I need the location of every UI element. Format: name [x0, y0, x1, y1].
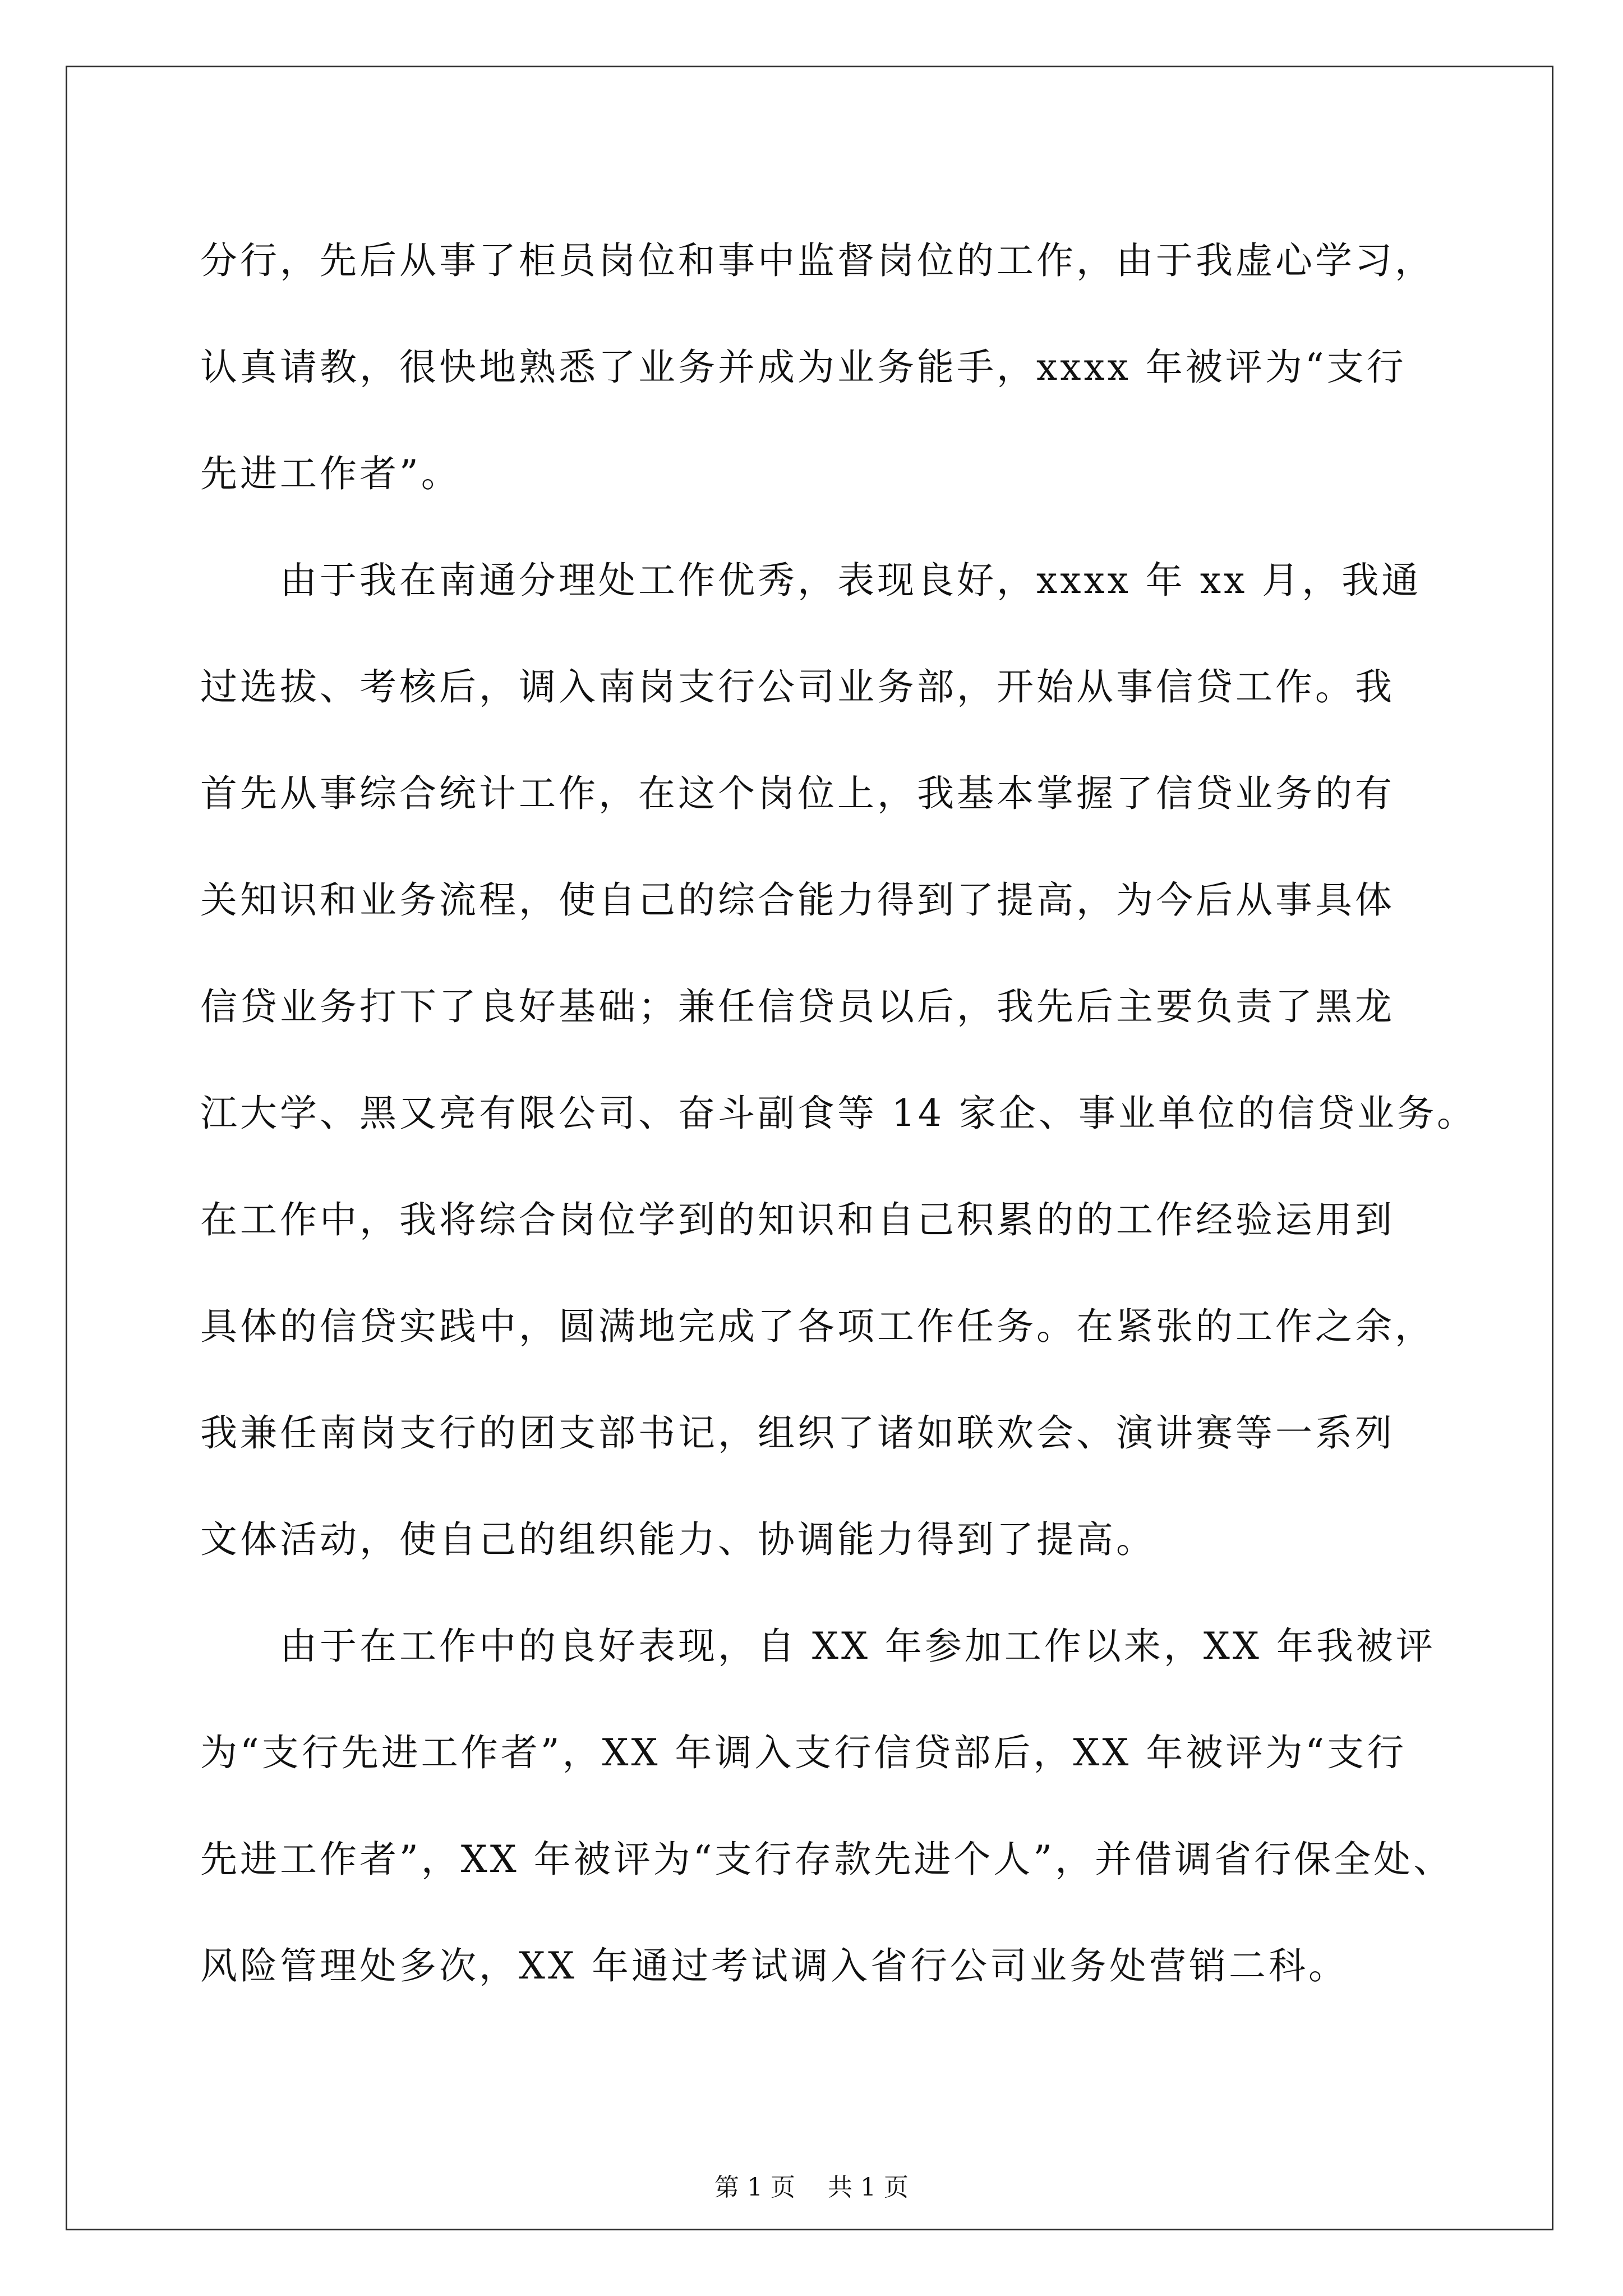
text-line: 风险管理处多次，XX 年通过考试调入省行公司业务处营销二科。 — [200, 1944, 1348, 1987]
page-footer — [0, 2171, 1623, 2205]
page-total: 共 1 页 — [828, 2173, 909, 2202]
text-line: 由于在工作中的良好表现，自 XX 年参加工作以来，XX 年我被评 — [200, 1625, 1436, 1668]
text-line: 我兼任南岗支行的团支部书记，组织了诸如联欢会、演讲赛等一系列 — [200, 1411, 1395, 1455]
page-number: 第 1 页 — [714, 2173, 795, 2202]
text-line: 分行，先后从事了柜员岗位和事中监督岗位的工作，由于我虚心学习， — [200, 239, 1435, 282]
document-body — [200, 208, 1477, 2019]
text-line: 过选拔、考核后，调入南岗支行公司业务部，开始从事信贷工作。我 — [200, 665, 1395, 708]
text-line: 在工作中，我将综合岗位学到的知识和自己积累的的工作经验运用到 — [200, 1198, 1395, 1241]
text-line: 首先从事综合统计工作，在这个岗位上，我基本掌握了信贷业务的有 — [200, 772, 1395, 815]
text-line: 关知识和业务流程，使自己的综合能力得到了提高，为今后从事具体 — [200, 878, 1395, 922]
text-line: 为“支行先进工作者”，XX 年调入支行信贷部后，XX 年被评为“支行 — [200, 1731, 1407, 1774]
text-line: 先进工作者”。 — [200, 452, 461, 495]
text-line: 信贷业务打下了良好基础；兼任信贷员以后，我先后主要负责了黑龙 — [200, 985, 1395, 1028]
text-line: 先进工作者”，XX 年被评为“支行存款先进个人”，并借调省行保全处、 — [200, 1838, 1454, 1881]
text-line: 认真请教，很快地熟悉了业务并成为业务能手，xxxx 年被评为“支行 — [200, 346, 1407, 389]
text-line: 文体活动，使自己的组织能力、协调能力得到了提高。 — [200, 1518, 1156, 1561]
text-line: 江大学、黑又亮有限公司、奋斗副食等 14 家企、事业单位的信贷业务。 — [200, 1092, 1477, 1135]
text-line: 具体的信贷实践中，圆满地完成了各项工作任务。在紧张的工作之余， — [200, 1305, 1435, 1348]
text-line: 由于我在南通分理处工作优秀，表现良好，xxxx 年 xx 月，我通 — [200, 559, 1422, 602]
